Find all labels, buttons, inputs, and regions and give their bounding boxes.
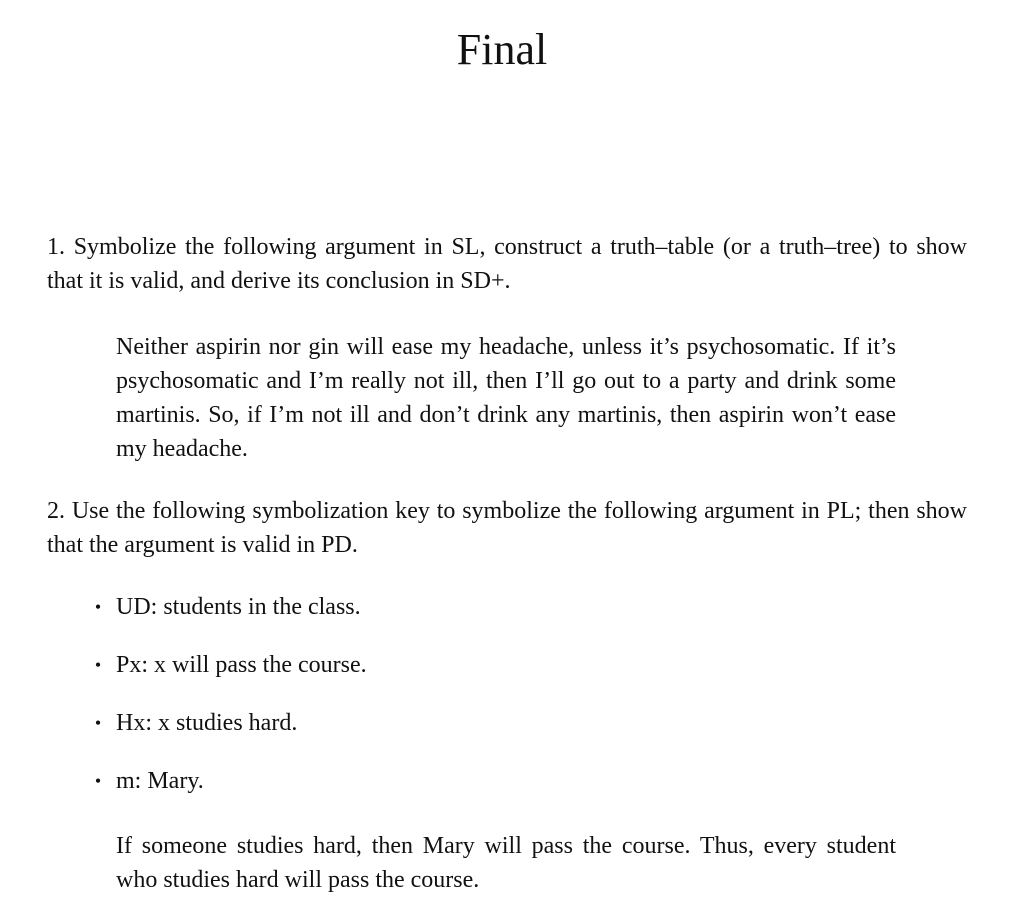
- list-item-text: Px: x will pass the course.: [116, 652, 367, 678]
- symbolization-key-list: [93, 590, 367, 822]
- list-item: [93, 648, 367, 706]
- list-item-text: UD: students in the class.: [116, 594, 361, 620]
- list-item-text: Hx: x studies hard.: [116, 710, 298, 736]
- list-item: [93, 764, 367, 822]
- bullet-icon: •: [94, 655, 102, 675]
- bullet-icon: •: [94, 771, 102, 791]
- question-2-argument: If someone studies hard, then Mary will pass the course. Thus, every student who studies hard will pass the course.: [116, 833, 896, 893]
- question-1-prompt: 1. Symbolize the following argument in SL, construct a truth–table (or a truth–tree) to show that it is valid, and derive its conclusion in SD+.: [47, 234, 967, 294]
- list-item: [93, 590, 367, 648]
- list-item-text: m: Mary.: [116, 768, 204, 794]
- question-2-prompt: 2. Use the following symbolization key to symbolize the following argument in PL; then show that the argument is valid in PD.: [47, 498, 967, 558]
- page-title: Final: [456, 25, 548, 74]
- question-1-argument: Neither aspirin nor gin will ease my headache, unless it’s psychosomatic. If it’s psychosomatic and I’m really not ill, then I’ll go out to a party and drink some martinis. So, if I’m not ill and don’t drink any martinis, then aspirin won’t ease my headache.: [116, 334, 896, 462]
- bullet-icon: •: [94, 713, 102, 733]
- list-item: [93, 706, 367, 764]
- bullet-icon: •: [94, 597, 102, 617]
